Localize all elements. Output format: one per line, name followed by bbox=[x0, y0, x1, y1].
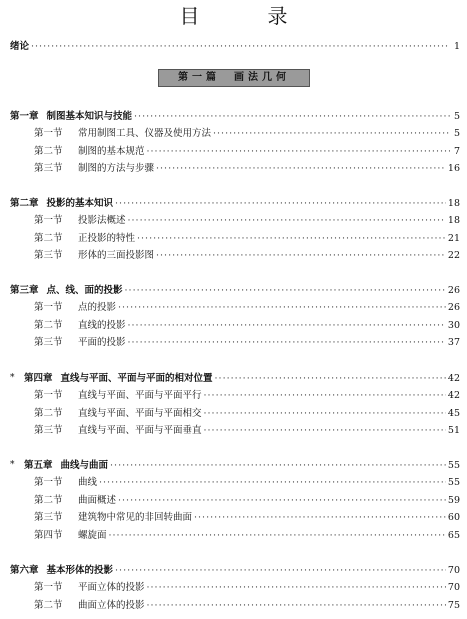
toc-chapter-2[interactable] bbox=[10, 197, 460, 210]
toc-section[interactable] bbox=[34, 319, 460, 332]
part-heading: 第一篇 画法几何 bbox=[158, 69, 310, 87]
chapter-title: 制图基本知识与技能 bbox=[46, 111, 133, 122]
toc-section[interactable] bbox=[34, 301, 460, 314]
section-title: 形体的三面投影图 bbox=[78, 250, 155, 261]
chapter-title: 直线与平面、平面与平面的相对位置 bbox=[60, 373, 213, 384]
section-title: 制图的方法与步骤 bbox=[78, 163, 155, 174]
section-title: 制图的基本规范 bbox=[78, 146, 145, 157]
toc-section[interactable] bbox=[34, 232, 460, 245]
toc-page-number: 42 bbox=[447, 373, 460, 384]
toc-section[interactable] bbox=[34, 162, 460, 175]
leader-dots bbox=[115, 564, 446, 577]
leader-dots bbox=[147, 581, 446, 594]
chapter-title: 曲线与曲面 bbox=[60, 460, 109, 471]
section-number: 第二节 bbox=[34, 233, 63, 244]
leader-dots bbox=[213, 127, 450, 140]
leader-dots bbox=[110, 459, 446, 472]
toc-page-number: 5 bbox=[453, 111, 460, 122]
leader-dots bbox=[118, 301, 446, 314]
leader-dots bbox=[134, 110, 450, 123]
section-title: 点的投影 bbox=[78, 302, 117, 313]
chapter-title: 基本形体的投影 bbox=[46, 565, 114, 576]
section-number: 第二节 bbox=[34, 320, 63, 331]
toc-page-number: 5 bbox=[453, 128, 460, 139]
section-title: 直线与平面、平面与平面垂直 bbox=[78, 425, 202, 436]
toc-intro-label: 绪论 bbox=[10, 41, 30, 52]
leader-dots bbox=[128, 319, 446, 332]
toc-chapter-1[interactable] bbox=[10, 110, 460, 123]
section-number: 第二节 bbox=[34, 600, 63, 611]
toc-chapter-3[interactable] bbox=[10, 284, 460, 297]
toc-page-number: 55 bbox=[447, 477, 460, 488]
toc-page-number: 7 bbox=[453, 146, 460, 157]
leader-dots bbox=[109, 529, 446, 542]
toc-page-number: 18 bbox=[447, 215, 460, 226]
section-number: 第三节 bbox=[34, 337, 63, 348]
section-title: 直线与平面、平面与平面相交 bbox=[78, 408, 202, 419]
leader-dots bbox=[156, 162, 446, 175]
section-number: 第三节 bbox=[34, 250, 63, 261]
leader-dots bbox=[31, 40, 450, 53]
toc-section[interactable] bbox=[34, 529, 460, 542]
toc-section[interactable] bbox=[34, 599, 460, 612]
section-title: 螺旋面 bbox=[78, 530, 107, 541]
toc-page-number: 37 bbox=[447, 337, 460, 348]
toc-section[interactable] bbox=[34, 476, 460, 489]
toc-section[interactable] bbox=[34, 127, 460, 140]
section-title: 投影法概述 bbox=[78, 215, 126, 226]
toc-page-number: 51 bbox=[447, 425, 460, 436]
toc-page-number: 55 bbox=[447, 460, 460, 471]
toc-page-number: 65 bbox=[447, 530, 460, 541]
chapter-number: 第五章 bbox=[24, 460, 53, 471]
section-number: 第二节 bbox=[34, 146, 63, 157]
section-title: 曲面立体的投影 bbox=[78, 600, 145, 611]
page-title: 目 录 bbox=[179, 4, 312, 28]
leader-dots bbox=[204, 407, 446, 420]
section-title: 直线与平面、平面与平面平行 bbox=[78, 390, 202, 401]
toc-section[interactable] bbox=[34, 494, 460, 507]
leader-dots bbox=[156, 249, 446, 262]
chapter-number: 第四章 bbox=[24, 373, 53, 384]
toc-section[interactable] bbox=[34, 145, 460, 158]
toc-page-number: 1 bbox=[453, 41, 460, 52]
section-number: 第三节 bbox=[34, 163, 63, 174]
leader-dots bbox=[115, 197, 446, 210]
leader-dots bbox=[99, 476, 446, 489]
leader-dots bbox=[118, 494, 446, 507]
leader-dots bbox=[125, 284, 446, 297]
chapter-title: 点、线、面的投影 bbox=[46, 285, 123, 296]
toc-section[interactable] bbox=[34, 249, 460, 262]
leader-dots bbox=[204, 389, 446, 402]
section-title: 正投影的特性 bbox=[78, 233, 136, 244]
chapter-number: 第六章 bbox=[10, 565, 39, 576]
section-number: 第四节 bbox=[34, 530, 63, 541]
toc-page-number: 22 bbox=[447, 250, 460, 261]
toc-intro[interactable] bbox=[10, 40, 460, 53]
leader-dots bbox=[147, 145, 450, 158]
toc-section[interactable] bbox=[34, 424, 460, 437]
section-number: 第三节 bbox=[34, 425, 63, 436]
optional-marker: * bbox=[10, 373, 15, 383]
section-number: 第二节 bbox=[34, 495, 63, 506]
chapter-number: 第二章 bbox=[10, 198, 39, 209]
section-title: 建筑物中常见的非回转曲面 bbox=[78, 512, 193, 523]
leader-dots bbox=[204, 424, 446, 437]
section-number: 第一节 bbox=[34, 128, 63, 139]
section-title: 曲线 bbox=[78, 477, 98, 488]
toc-page-number: 70 bbox=[447, 582, 460, 593]
optional-marker: * bbox=[10, 460, 15, 470]
toc-section[interactable] bbox=[34, 407, 460, 420]
toc-section[interactable] bbox=[34, 336, 460, 349]
section-title: 平面立体的投影 bbox=[78, 582, 145, 593]
toc-page-number: 30 bbox=[447, 320, 460, 331]
leader-dots bbox=[128, 214, 446, 227]
chapter-title: 投影的基本知识 bbox=[46, 198, 114, 209]
section-number: 第一节 bbox=[34, 390, 63, 401]
toc-page-number: 18 bbox=[447, 198, 460, 209]
chapter-number: 第一章 bbox=[10, 111, 39, 122]
toc-chapter-6[interactable] bbox=[10, 564, 460, 577]
toc-page-number: 26 bbox=[447, 302, 460, 313]
toc-section[interactable] bbox=[34, 214, 460, 227]
toc-page-number: 70 bbox=[447, 565, 460, 576]
section-number: 第一节 bbox=[34, 302, 63, 313]
toc-page-number: 21 bbox=[447, 233, 460, 244]
section-title: 常用制图工具、仪器及使用方法 bbox=[78, 128, 212, 139]
toc-section[interactable] bbox=[34, 511, 460, 524]
toc-page-number: 26 bbox=[447, 285, 460, 296]
toc-section[interactable] bbox=[34, 581, 460, 594]
leader-dots bbox=[147, 599, 446, 612]
leader-dots bbox=[128, 336, 446, 349]
section-title: 曲面概述 bbox=[78, 495, 117, 506]
toc-chapter-5[interactable] bbox=[10, 459, 460, 472]
toc-page-number: 75 bbox=[447, 600, 460, 611]
toc-chapter-4[interactable] bbox=[10, 372, 460, 385]
leader-dots bbox=[215, 372, 446, 385]
section-number: 第一节 bbox=[34, 477, 63, 488]
toc-page-number: 45 bbox=[447, 408, 460, 419]
section-title: 直线的投影 bbox=[78, 320, 126, 331]
chapter-number: 第三章 bbox=[10, 285, 39, 296]
toc-section[interactable] bbox=[34, 389, 460, 402]
toc-page-number: 60 bbox=[447, 512, 460, 523]
leader-dots bbox=[137, 232, 446, 245]
toc-page-number: 59 bbox=[447, 495, 460, 506]
leader-dots bbox=[194, 511, 446, 524]
toc-page-number: 16 bbox=[447, 163, 460, 174]
section-title: 平面的投影 bbox=[78, 337, 126, 348]
section-number: 第一节 bbox=[34, 215, 63, 226]
toc-page-number: 42 bbox=[447, 390, 460, 401]
section-number: 第二节 bbox=[34, 408, 63, 419]
section-number: 第三节 bbox=[34, 512, 63, 523]
section-number: 第一节 bbox=[34, 582, 63, 593]
